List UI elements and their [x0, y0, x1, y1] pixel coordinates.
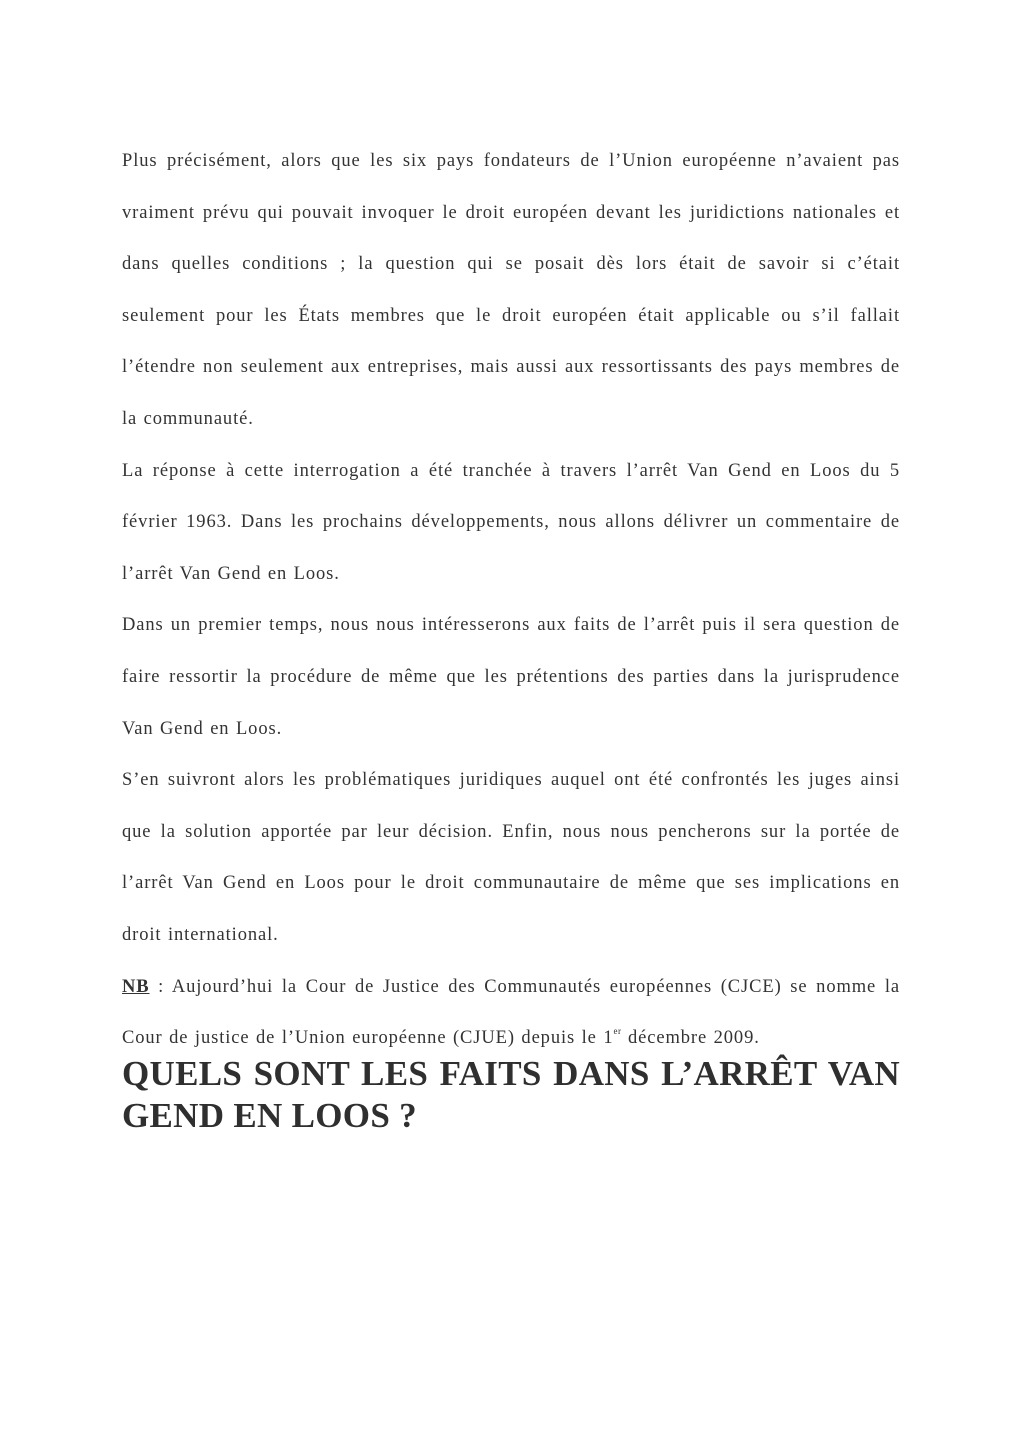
note-ordinal-superscript: er: [613, 1026, 622, 1037]
paragraph-intro: Plus précisément, alors que les six pays fondateurs de l’Union européenne n’avaient pas vraiment prévu qui pouvait invoquer le droit européen devant les juridictions nationales et dans quelles conditions ; la question qui se posait dès lors était de savoir si c’était seulement pour les États membres que le droit européen était applicable ou s’il fallait l’étendre non seulement aux entreprises, mais aussi aux ressortissants des pays membres de la communauté.: [122, 151, 900, 429]
document-page: [122, 136, 900, 1137]
paragraph-first-step: Dans un premier temps, nous nous intéresserons aux faits de l’arrêt puis il sera question de faire ressortir la procédure de même que les prétentions des parties dans la jurisprudence Van Gend en Loos.: [122, 615, 900, 739]
note-text-start: : Aujourd’hui la Cour de Justice des Communautés européennes (CJCE) se nomme la Cour de justice de l’Union européenne (CJUE) depuis le 1: [122, 976, 900, 1049]
section-heading: QUELS SONT LES FAITS DANS L’ARRÊT VAN GEND EN LOOS ?: [122, 1053, 900, 1135]
note-text-end: décembre 2009.: [621, 1028, 760, 1049]
note-label: NB: [122, 976, 150, 997]
paragraph-response: La réponse à cette interrogation a été tranchée à travers l’arrêt Van Gend en Loos du 5 février 1963. Dans les prochains développements, nous allons délivrer un commentaire de l’arrêt Van Gend en Loos.: [122, 460, 900, 584]
paragraph-problems: S’en suivront alors les problématiques juridiques auquel ont été confrontés les juges ainsi que la solution apportée par leur décision. Enfin, nous nous pencherons sur la portée de l’arrêt Van Gend en Loos pour le droit communautaire de même que ses implications en droit international.: [122, 770, 900, 945]
paragraph-note: [122, 962, 900, 1065]
